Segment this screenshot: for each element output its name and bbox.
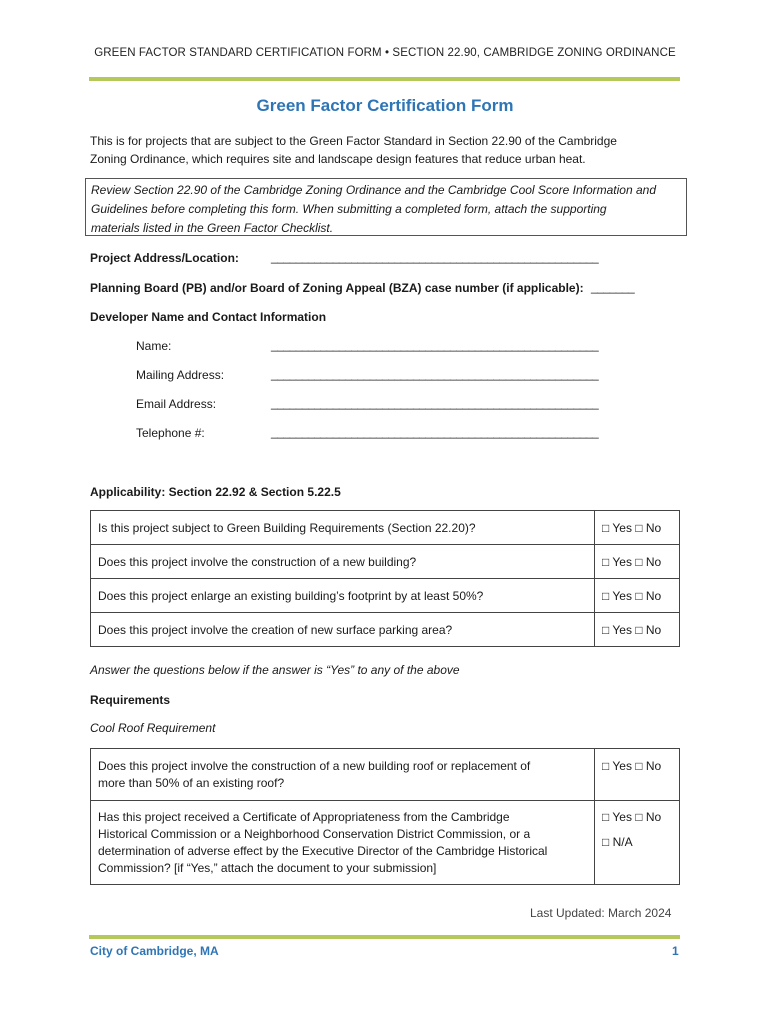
question-line: Commission? [if “Yes,” attach the document to your submission] — [98, 860, 437, 875]
last-updated: Last Updated: March 2024 — [530, 906, 672, 920]
developer-heading: Developer Name and Contact Information — [90, 310, 327, 324]
project-address-label: Project Address/Location: — [90, 251, 239, 265]
notice-line: Guidelines before completing this form. When submitting a completed form, attach the supporting — [91, 202, 607, 216]
intro-paragraph — [90, 132, 690, 168]
mailing-address-field[interactable]: _____________________________________________________ — [271, 367, 599, 381]
question-line: more than 50% of an existing roof? — [98, 775, 285, 790]
question-line: Has this project received a Certificate of Appropriateness from the Cambridge — [98, 809, 510, 824]
question-text: Does this project involve the creation of new surface parking area? — [91, 613, 595, 647]
running-header: GREEN FACTOR STANDARD CERTIFICATION FORM • SECTION 22.90, CAMBRIDGE ZONING ORDINANCE — [94, 47, 676, 59]
case-number-label: Planning Board (PB) and/or Board of Zoning Appeal (BZA) case number (if applicable): — [90, 281, 584, 295]
applicability-heading: Applicability: Section 22.92 & Section 5.22.5 — [90, 485, 341, 499]
page-number: 1 — [672, 944, 679, 958]
yes-no-checkboxes[interactable]: □ Yes □ No — [595, 545, 680, 579]
question-line: determination of adverse effect by the Executive Director of the Cambridge Historical — [98, 843, 548, 858]
table-row — [91, 511, 680, 545]
table-row — [91, 613, 680, 647]
intro-line: This is for projects that are subject to the Green Factor Standard in Section 22.90 of the Cambridge — [90, 134, 617, 148]
question-line: Does this project involve the construction of a new building roof or replacement of — [98, 758, 531, 773]
telephone-label: Telephone #: — [136, 426, 205, 440]
project-address-field[interactable]: _____________________________________________________ — [271, 250, 599, 264]
footer-rule — [89, 935, 680, 939]
question-text: Does this project enlarge an existing building’s footprint by at least 50%? — [91, 579, 595, 613]
name-field[interactable]: _____________________________________________________ — [271, 338, 599, 352]
yes-no-checkboxes[interactable]: □ Yes □ No — [595, 511, 680, 545]
email-address-label: Email Address: — [136, 397, 217, 411]
yes-no-checkboxes[interactable]: □ Yes □ No — [602, 810, 662, 824]
table-row — [91, 545, 680, 579]
question-text — [91, 801, 595, 885]
notice-box — [85, 178, 687, 236]
email-address-field[interactable]: _____________________________________________________ — [271, 396, 599, 410]
question-text — [91, 749, 595, 801]
intro-line: Zoning Ordinance, which requires site and landscape design features that reduce urban heat. — [90, 152, 586, 166]
page-title: Green Factor Certification Form — [256, 96, 514, 115]
requirements-heading: Requirements — [90, 693, 171, 707]
applicability-table — [90, 510, 680, 647]
na-checkbox[interactable]: □ N/A — [602, 835, 633, 849]
header-rule — [89, 77, 680, 81]
notice-line: materials listed in the Green Factor Checklist. — [91, 221, 334, 235]
mailing-address-label: Mailing Address: — [136, 368, 225, 382]
yes-no-checkboxes[interactable]: □ Yes □ No — [595, 613, 680, 647]
table-row — [91, 579, 680, 613]
yes-no-checkboxes[interactable]: □ Yes □ No — [595, 749, 680, 801]
case-number-field[interactable]: _______ — [591, 280, 635, 294]
cool-roof-table — [90, 748, 680, 885]
cool-roof-subheading: Cool Roof Requirement — [90, 721, 216, 735]
question-text: Is this project subject to Green Building Requirements (Section 22.20)? — [91, 511, 595, 545]
options-cell — [595, 801, 680, 885]
table-row — [91, 749, 680, 801]
telephone-field[interactable]: _____________________________________________________ — [271, 425, 599, 439]
question-line: Historical Commission or a Neighborhood Conservation District Commission, or a — [98, 826, 531, 841]
question-text: Does this project involve the construction of a new building? — [91, 545, 595, 579]
name-label: Name: — [136, 339, 172, 353]
notice-line: Review Section 22.90 of the Cambridge Zoning Ordinance and the Cambridge Cool Score Information and — [91, 183, 656, 197]
answer-note: Answer the questions below if the answer is “Yes” to any of the above — [90, 663, 460, 677]
yes-no-checkboxes[interactable]: □ Yes □ No — [595, 579, 680, 613]
footer-city: City of Cambridge, MA — [90, 944, 219, 958]
table-row — [91, 801, 680, 885]
